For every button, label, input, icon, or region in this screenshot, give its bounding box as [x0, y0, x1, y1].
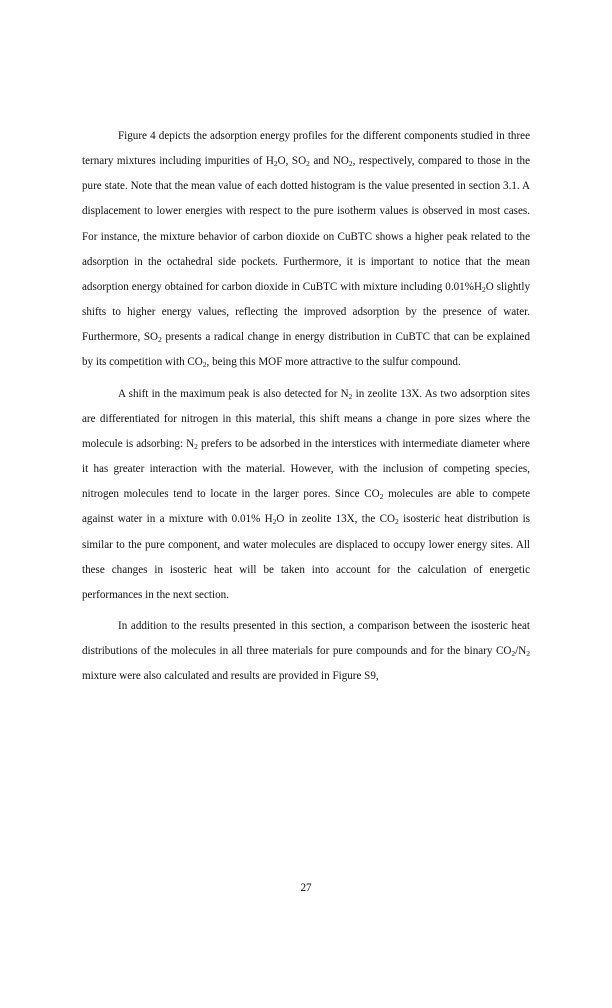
page-body — [82, 124, 530, 695]
subscript: 2 — [273, 159, 278, 169]
subscript: 2 — [379, 492, 384, 502]
subscript: 2 — [348, 391, 353, 401]
text-run: Figure 4 depicts the adsorption energy profiles for the different components studied in three ternary mixtures including impurities of H — [82, 130, 530, 168]
subscript: 2 — [306, 159, 310, 169]
text-run: and NO — [309, 155, 349, 168]
subscript: 2 — [511, 649, 516, 659]
paragraph-1 — [82, 124, 530, 376]
subscript: 2 — [272, 517, 277, 527]
subscript: 2 — [158, 335, 162, 345]
subscript: 2 — [194, 441, 198, 451]
text-run: /N — [515, 645, 527, 658]
page-number: 27 — [300, 882, 312, 894]
text-run: A shift in the maximum peak is also detected for N — [118, 387, 349, 400]
text-run: mixture were also calculated and results are provided in Figure S9, — [82, 670, 379, 683]
text-run: O in zeolite 13X, the CO — [276, 513, 396, 526]
text-run: , being this MOF more attractive to the sulfur compound. — [206, 356, 461, 369]
subscript: 2 — [481, 284, 486, 294]
text-run: O, SO — [277, 155, 307, 168]
subscript: 2 — [526, 649, 530, 659]
text-run: presents a radical change in energy distribution in CuBTC that can be explained by its competition with CO — [82, 331, 530, 369]
text-run: , respectively, compared to those in the pure state. Note that the mean value of each dotted histogram is the value presented in section 3.1. A displacement to lower energies with respect to the pure isotherm values is observed in most cases. For instance, the mixture behavior of carbon dioxide on CuBTC shows a higher peak related to the adsorption in the octahedral side pockets. Furthermore, it is important to notice that the mean adsorption energy obtained for carbon dioxide in CuBTC with mixture including 0.01%H — [82, 155, 531, 293]
text-run: in zeolite 13X. As two adsorption sites are differentiated for nitrogen in this material, this shift means a change in pore sizes where the molecule is adsorbing: N — [82, 387, 530, 450]
text-run: molecules are able to compete against water in a mixture with 0.01% H — [82, 488, 530, 526]
subscript: 2 — [202, 360, 207, 370]
paragraph-2 — [82, 382, 530, 608]
subscript: 2 — [395, 517, 399, 527]
text-run: isosteric heat distribution is similar to the pure component, and water molecules are displaced to occupy lower energy sites. All these changes in isosteric heat will be taken into account for the calculation of energetic performances in the next section. — [82, 513, 530, 601]
text-run: In addition to the results presented in this section, a comparison between the isosteric heat distributions of the molecules in all three materials for pure compounds and for the binary CO — [82, 619, 530, 658]
text-run: prefers to be adsorbed in the interstices with intermediate diameter where it has greater interaction with the material. However, with the inclusion of competing species, nitrogen molecules tend to locate in the larger pores. Since CO — [82, 437, 530, 501]
paragraph-3 — [82, 614, 530, 689]
text-run: O slightly shifts to higher energy values, reflecting the improved adsorption by the presence of water. Furthermore, SO — [82, 280, 530, 344]
subscript: 2 — [348, 159, 353, 169]
